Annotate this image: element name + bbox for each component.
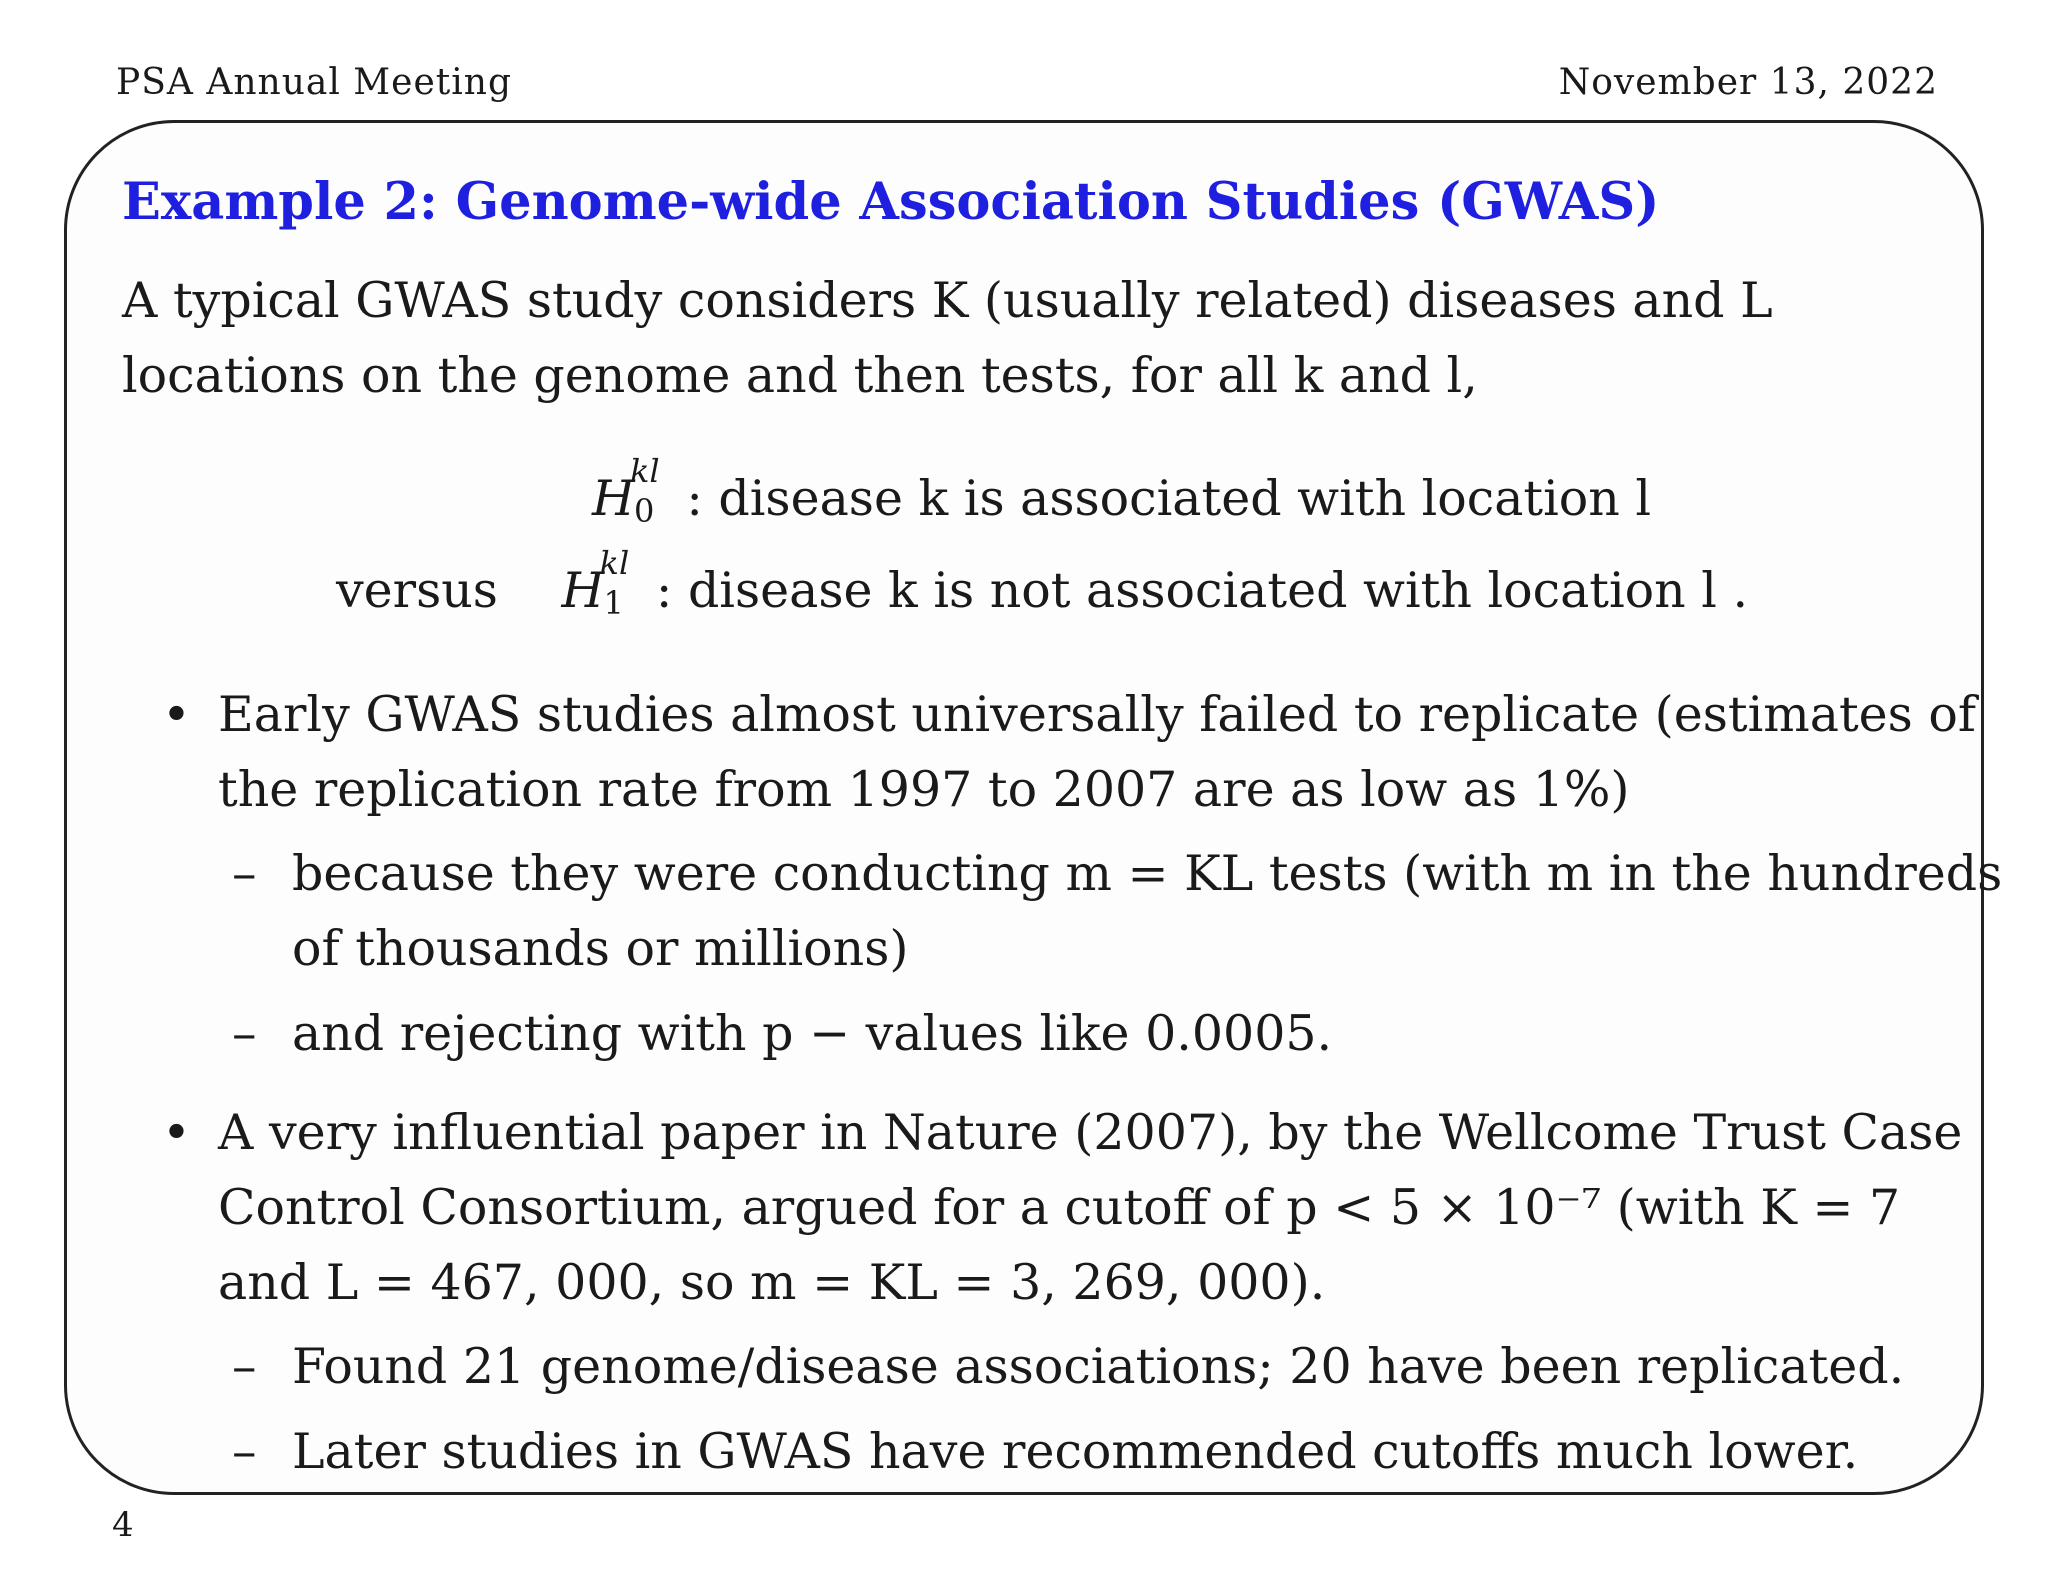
h1-symbol: H kl 1 bbox=[561, 544, 630, 622]
sub-bullet-2a: Found 21 genome/disease associations; 20 have been replicated. bbox=[292, 1338, 1905, 1395]
sub-bullet-1b: and rejecting with p − values like 0.0005. bbox=[292, 1005, 1333, 1062]
bullet-marker-2: • bbox=[162, 1104, 191, 1161]
h0-text: : disease k is associated with location l bbox=[686, 470, 1652, 527]
hypothesis-h1 bbox=[336, 544, 1749, 622]
h0-symbol: H kl 0 bbox=[592, 452, 660, 530]
bullet-2-line-3: and L = 467, 000, so m = KL = 3, 269, 000). bbox=[218, 1254, 1326, 1311]
dash-marker-2a: – bbox=[232, 1338, 257, 1395]
dash-marker-1a: – bbox=[232, 845, 257, 902]
sub-bullet-1a-line-2: of thousands or millions) bbox=[292, 920, 909, 977]
h1-text: : disease k is not associated with location l . bbox=[655, 562, 1749, 619]
bullet-1-line-2: the replication rate from 1997 to 2007 are as low as 1%) bbox=[218, 761, 1630, 818]
header-left: PSA Annual Meeting bbox=[116, 62, 512, 103]
bullet-1-line-1: Early GWAS studies almost universally failed to replicate (estimates of bbox=[218, 686, 1976, 743]
page-number: 4 bbox=[112, 1505, 134, 1545]
dash-marker-2b: – bbox=[232, 1423, 257, 1480]
bullet-marker-1: • bbox=[162, 686, 191, 743]
dash-marker-1b: – bbox=[232, 1005, 257, 1062]
hypothesis-h0 bbox=[592, 452, 1652, 530]
versus-label: versus bbox=[336, 562, 498, 619]
header-date: November 13, 2022 bbox=[1558, 62, 1938, 103]
sub-bullet-2b: Later studies in GWAS have recommended cutoffs much lower. bbox=[292, 1423, 1859, 1480]
intro-line-1: A typical GWAS study considers K (usually related) diseases and L bbox=[122, 272, 1773, 329]
slide-title: Example 2: Genome-wide Association Studies (GWAS) bbox=[122, 172, 1660, 232]
intro-line-2: locations on the genome and then tests, for all k and l, bbox=[122, 347, 1478, 404]
bullet-2-line-2: Control Consortium, argued for a cutoff of p < 5 × 10⁻⁷ (with K = 7 bbox=[218, 1179, 1901, 1236]
bullet-2-line-1: A very influential paper in Nature (2007), by the Wellcome Trust Case bbox=[218, 1104, 1963, 1161]
sub-bullet-1a-line-1: because they were conducting m = KL tests (with m in the hundreds bbox=[292, 845, 2003, 902]
